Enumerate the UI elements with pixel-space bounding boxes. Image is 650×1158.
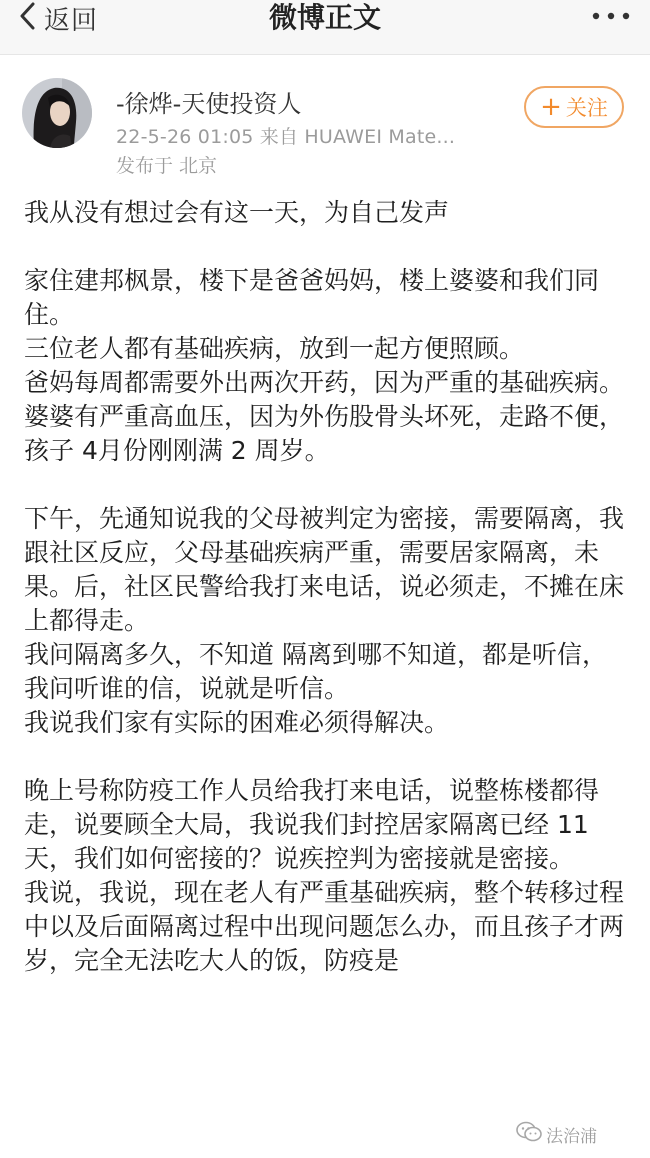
- more-dots-icon: [590, 11, 632, 30]
- top-navbar: [0, 0, 650, 55]
- paragraph-gap: [24, 230, 628, 264]
- page-title: 微博正文: [268, 1, 381, 34]
- post-paragraph: 家住建邦枫景，楼下是爸爸妈妈，楼上婆婆和我们同住。 三位老人都有基础疾病，放到一起方便照顾。 爸妈每周都需要外出两次开药，因为严重的基础疾病。婆婆有严重高血压，因为外伤股骨头坏死，走路不便，孩子 4月份刚刚满 2 周岁。: [24, 266, 625, 465]
- plus-icon: +: [540, 92, 562, 122]
- paragraph-gap: [24, 468, 628, 502]
- more-options-button[interactable]: [590, 6, 632, 26]
- follow-label: 关注: [565, 96, 608, 120]
- paragraph-gap: [24, 740, 628, 774]
- follow-button[interactable]: [524, 86, 624, 128]
- wechat-logo-icon: [516, 1121, 542, 1147]
- back-label: 返回: [44, 5, 99, 36]
- wechat-watermark: [516, 1118, 597, 1150]
- post-paragraph: 晚上号称防疫工作人员给我打来电话，说整栋楼都得走，说要顾全大局，我说我们封控居家隔离已经 11天，我们如何密接的？说疾控判为密接就是密接。 我说，我说，现在老人有严重基础疾病，整个转移过程中以及后面隔离过程中出现问题怎么办，而且孩子才两岁，完全无法吃大人的饭，防疫是: [24, 776, 625, 975]
- post-body: [24, 196, 628, 978]
- author-name[interactable]: -徐烨-天使投资人: [116, 90, 302, 118]
- post-paragraph: 下午，先通知说我的父母被判定为密接，需要隔离，我跟社区反应，父母基础疾病严重，需要居家隔离，未果。后，社区民警给我打来电话，说必须走，不摊在床上都得走。 我问隔离多久，不知道 隔离到哪不知道，都是听信，我问听谁的信，说就是听信。 我说我们家有实际的困难必须得解决。: [24, 504, 625, 737]
- post-location: 发布于 北京: [116, 155, 218, 177]
- avatar[interactable]: [22, 78, 92, 148]
- post-timestamp-source: 22-5-26 01:05 来自 HUAWEI Mate...: [116, 126, 456, 148]
- post-paragraph: 我从没有想过会有这一天，为自己发声: [24, 198, 450, 227]
- watermark-text: 法治浦: [546, 1126, 597, 1147]
